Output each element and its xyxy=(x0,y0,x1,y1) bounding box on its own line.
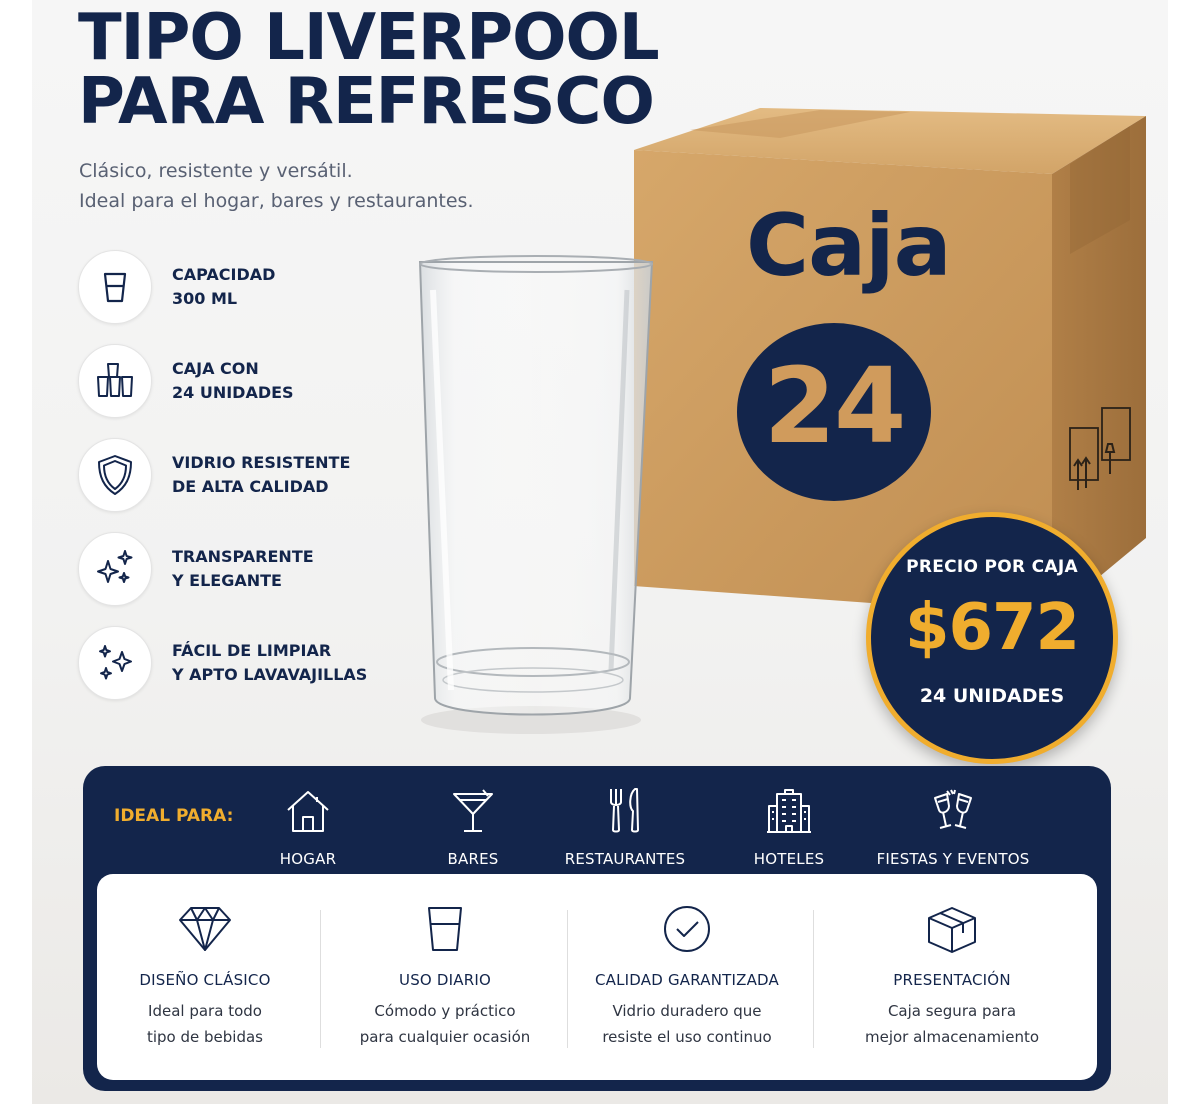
benefit-presentation-title: PRESENTACIÓN xyxy=(893,971,1011,989)
feature-capacity-line-2: 300 ML xyxy=(172,289,238,308)
box-number-badge xyxy=(737,323,931,501)
benefit-presentation-line-2: mejor almacenamiento xyxy=(864,1028,1040,1046)
subtitle xyxy=(79,156,473,216)
benefits-card xyxy=(97,874,1097,1080)
benefit-quality-line-2: resiste el uso continuo xyxy=(602,1028,772,1046)
title-line-1: TIPO LIVERPOOL xyxy=(78,1,659,75)
use-bars-label: BARES xyxy=(447,850,499,868)
feature-resistance-line-1: VIDRIO RESISTENTE xyxy=(172,453,351,472)
feature-transparent-line-1: TRANSPARENTE xyxy=(172,547,314,566)
use-parties xyxy=(873,782,1033,868)
benefit-quality-title: CALIDAD GARANTIZADA xyxy=(594,971,780,989)
divider xyxy=(567,910,568,1048)
benefit-design-line-1: Ideal para todo xyxy=(148,1002,262,1020)
use-restaurants xyxy=(555,782,695,868)
price-amount: $672 xyxy=(904,591,1080,665)
benefit-design-line-2: tipo de bebidas xyxy=(146,1028,263,1046)
price-badge xyxy=(866,512,1118,764)
house-icon xyxy=(258,782,358,834)
subtitle-line-1: Clásico, resistente y versátil. xyxy=(79,160,353,182)
subtitle-line-2: Ideal para el hogar, bares y restaurantes. xyxy=(79,190,474,212)
cheers-icon xyxy=(873,782,1033,834)
benefit-presentation xyxy=(847,874,1057,1080)
benefit-daily-use xyxy=(345,874,545,1080)
package-icon xyxy=(847,904,1057,954)
sparkles-icon xyxy=(78,532,152,606)
glasses-stack-icon xyxy=(78,344,152,418)
cup-icon xyxy=(345,904,545,954)
use-home-label: HOGAR xyxy=(279,850,337,868)
feature-clean-line-2: Y APTO LAVAVAJILLAS xyxy=(172,665,368,684)
use-hotels-label: HOTELES xyxy=(753,850,825,868)
feature-transparent xyxy=(78,532,314,606)
use-home xyxy=(258,782,358,868)
benefit-daily-line-2: para cualquier ocasión xyxy=(359,1028,531,1046)
benefit-daily-title: USO DIARIO xyxy=(399,971,491,989)
diamond-icon xyxy=(105,904,305,954)
box-number: 24 xyxy=(763,345,905,467)
cocktail-icon xyxy=(423,782,523,834)
benefit-quality-line-1: Vidrio duradero que xyxy=(612,1002,762,1020)
glass-icon xyxy=(78,250,152,324)
feature-resistance xyxy=(78,438,350,512)
ideal-for-panel xyxy=(83,766,1111,1091)
box-label-caja: Caja xyxy=(746,196,951,296)
title-line-2: PARA REFRESCO xyxy=(78,65,654,139)
benefit-design xyxy=(105,874,305,1080)
benefit-presentation-line-1: Caja segura para xyxy=(887,1002,1017,1020)
price-units: 24 UNIDADES xyxy=(919,685,1065,707)
shield-icon xyxy=(78,438,152,512)
use-restaurants-label: RESTAURANTES xyxy=(564,850,686,868)
feature-box-line-2: 24 UNIDADES xyxy=(172,383,294,402)
feature-resistance-line-2: DE ALTA CALIDAD xyxy=(172,477,329,496)
feature-easy-clean xyxy=(78,626,367,700)
feature-box-count xyxy=(78,344,294,418)
feature-clean-line-1: FÁCIL DE LIMPIAR xyxy=(172,641,332,660)
check-circle-icon xyxy=(581,904,793,954)
fork-knife-icon xyxy=(555,782,695,834)
price-label: PRECIO POR CAJA xyxy=(906,557,1078,577)
divider xyxy=(320,910,321,1048)
page-title xyxy=(78,1,659,139)
use-parties-label: FIESTAS Y EVENTOS xyxy=(876,850,1030,868)
building-icon xyxy=(733,782,845,834)
sparkles-clean-icon xyxy=(78,626,152,700)
feature-capacity xyxy=(78,250,275,324)
glass-image xyxy=(405,250,675,750)
feature-capacity-line-1: CAPACIDAD xyxy=(172,265,276,284)
benefit-design-title: DISEÑO CLÁSICO xyxy=(139,971,271,989)
benefit-daily-line-1: Cómodo y práctico xyxy=(374,1002,516,1020)
benefit-quality xyxy=(581,874,793,1080)
divider xyxy=(813,910,814,1048)
feature-box-line-1: CAJA CON xyxy=(172,359,259,378)
use-hotels xyxy=(733,782,845,868)
use-bars xyxy=(423,782,523,868)
feature-transparent-line-2: Y ELEGANTE xyxy=(172,571,282,590)
ideal-for-label: IDEAL PARA: xyxy=(114,806,234,826)
